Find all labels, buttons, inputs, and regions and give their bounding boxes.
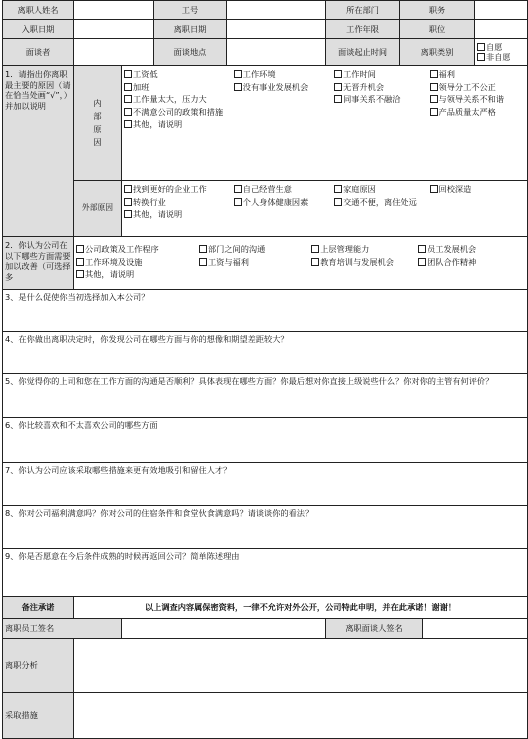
external-option[interactable]: 找到更好的企业工作	[124, 183, 234, 196]
internal-option[interactable]: 产品质量太严格	[430, 106, 525, 119]
checkbox-icon	[76, 270, 84, 278]
checkbox-icon	[430, 185, 438, 193]
checkbox-icon	[311, 245, 319, 253]
checkbox-icon	[124, 70, 132, 78]
join-date-label: 入职日期	[3, 20, 74, 39]
external-option[interactable]: 家庭原因	[334, 183, 429, 196]
name-field[interactable]	[74, 1, 154, 20]
leave-date-field[interactable]	[227, 20, 326, 39]
checkbox-icon	[311, 258, 319, 266]
tenure-label: 工作年限	[326, 20, 400, 39]
external-reason-label: 外部原因	[74, 181, 122, 237]
checkbox-icon	[477, 53, 485, 61]
checkbox-icon	[430, 83, 438, 91]
checkbox-icon	[124, 83, 132, 91]
analysis-label: 离职分析	[3, 639, 74, 693]
improve-option[interactable]: 其他，请说明	[76, 268, 525, 281]
checkbox-icon	[124, 120, 132, 128]
checkbox-icon	[124, 108, 132, 116]
question-3[interactable]: 3、是什么促使你当初选择加入本公司？	[3, 290, 528, 332]
position-field[interactable]	[475, 20, 528, 39]
checkbox-icon	[334, 198, 342, 206]
checkbox-icon	[124, 185, 132, 193]
improve-option[interactable]: 公司政策及工作程序	[76, 243, 199, 256]
name-label: 离职人姓名	[3, 1, 74, 20]
employee-signature-field[interactable]	[122, 619, 326, 639]
leave-type-voluntary[interactable]: 自愿	[477, 42, 525, 53]
checkbox-icon	[234, 70, 242, 78]
checkbox-icon	[430, 70, 438, 78]
checkbox-icon	[430, 108, 438, 116]
checkbox-icon	[334, 83, 342, 91]
internal-option[interactable]: 同事关系不融洽	[334, 93, 429, 106]
external-option[interactable]: 回校深造	[430, 183, 525, 196]
question-9[interactable]: 9、你是否愿意在今后条件成熟的时候再返回公司？简单陈述理由	[3, 549, 528, 597]
join-date-field[interactable]	[74, 20, 154, 39]
internal-option[interactable]: 工作时间	[334, 68, 429, 81]
external-reason-options	[122, 181, 528, 237]
internal-option[interactable]: 没有事业发展机会	[234, 81, 334, 94]
position-label: 职位	[400, 20, 475, 39]
checkbox-icon	[477, 43, 485, 51]
external-option[interactable]: 其他，请说明	[124, 208, 525, 221]
improve-option[interactable]: 团队合作精神	[418, 256, 525, 269]
q2-label: 2．你认为公司在以下哪些方面需要加以改善（可选择多	[3, 237, 74, 290]
question-5[interactable]: 5、你觉得你的上司和您在工作方面的沟通是否顺利？具体表现在哪些方面？你最后想对你直接上级说些什么？你对你的主管有何评价？	[3, 374, 528, 418]
external-option[interactable]: 个人身体健康因素	[234, 196, 334, 209]
checkbox-icon	[418, 245, 426, 253]
place-field[interactable]	[227, 39, 326, 66]
internal-reason-label: 内部原因	[74, 66, 122, 181]
interviewer-label: 面谈者	[3, 39, 74, 66]
measures-label: 采取措施	[3, 693, 74, 739]
leave-date-label: 离职日期	[154, 20, 227, 39]
internal-option[interactable]: 不满意公司的政策和措施	[124, 106, 430, 119]
form-table	[2, 0, 528, 739]
external-option[interactable]: 自己经营生意	[234, 183, 334, 196]
note-text: 以上调查内容属保密资料，一律不允许对外公开，公司特此申明，并在此承诺！谢谢！	[74, 597, 528, 619]
external-option[interactable]: 交通不便，离住处远	[334, 196, 525, 209]
internal-option[interactable]: 工作量太大，压力大	[124, 93, 334, 106]
interviewer-signature-field[interactable]	[423, 619, 528, 639]
internal-option[interactable]: 工作环境	[234, 68, 334, 81]
checkbox-icon	[199, 258, 207, 266]
question-6[interactable]: 6、你比较喜欢和不太喜欢公司的哪些方面	[3, 418, 528, 463]
checkbox-icon	[76, 258, 84, 266]
measures-field[interactable]	[74, 693, 528, 739]
id-label: 工号	[154, 1, 227, 20]
analysis-field[interactable]	[74, 639, 528, 693]
internal-option[interactable]: 与领导关系不和谐	[430, 93, 525, 106]
interviewer-field[interactable]	[74, 39, 154, 66]
leave-type-involuntary[interactable]: 非自愿	[477, 52, 525, 63]
checkbox-icon	[334, 185, 342, 193]
checkbox-icon	[418, 258, 426, 266]
checkbox-icon	[124, 95, 132, 103]
checkbox-icon	[124, 198, 132, 206]
leave-type-label: 离职类别	[400, 39, 475, 66]
internal-option[interactable]: 工资低	[124, 68, 234, 81]
internal-option[interactable]: 无晋升机会	[334, 81, 429, 94]
title-field[interactable]	[475, 1, 528, 20]
id-field[interactable]	[227, 1, 326, 20]
checkbox-icon	[234, 83, 242, 91]
checkbox-icon	[334, 70, 342, 78]
internal-option[interactable]: 加班	[124, 81, 234, 94]
checkbox-icon	[234, 198, 242, 206]
external-option[interactable]: 转换行业	[124, 196, 234, 209]
checkbox-icon	[334, 95, 342, 103]
checkbox-icon	[124, 210, 132, 218]
checkbox-icon	[199, 245, 207, 253]
time-label: 面谈起止时间	[326, 39, 400, 66]
place-label: 面谈地点	[154, 39, 227, 66]
title-label: 职务	[400, 1, 475, 20]
question-7[interactable]: 7、你认为公司应该采取哪些措施来更有效地吸引和留住人才？	[3, 463, 528, 506]
internal-option[interactable]: 领导分工不公正	[430, 81, 525, 94]
improve-option[interactable]: 员工发展机会	[418, 243, 525, 256]
improve-option[interactable]: 上层管理能力	[311, 243, 418, 256]
improve-option[interactable]: 部门之间的沟通	[199, 243, 311, 256]
checkbox-icon	[234, 185, 242, 193]
improve-option[interactable]: 教育培训与发展机会	[311, 256, 418, 269]
question-4[interactable]: 4、在你做出离职决定时，你发现公司在哪些方面与你的想像和期望差距较大？	[3, 332, 528, 374]
note-label: 备注承诺	[3, 597, 74, 619]
q1-label: 1．请指出你离职最主要的原因（请在恰当处画“√”，）并加以说明	[3, 66, 74, 237]
checkbox-icon	[76, 245, 84, 253]
q2-options	[74, 237, 528, 290]
leave-type-options	[475, 39, 528, 66]
improve-option[interactable]: 工资与福利	[199, 256, 311, 269]
question-8[interactable]: 8、你对公司福利满意吗？你对公司的住宿条件和食堂伙食满意吗？请谈谈你的看法？	[3, 506, 528, 549]
internal-reason-options	[122, 66, 528, 181]
interviewer-signature-label: 离职面谈人签名	[326, 619, 423, 639]
checkbox-icon	[430, 95, 438, 103]
employee-signature-label: 离职员工签名	[3, 619, 122, 639]
internal-option[interactable]: 福利	[430, 68, 525, 81]
improve-option[interactable]: 工作环境及设施	[76, 256, 199, 269]
dept-label: 所在部门	[326, 1, 400, 20]
internal-option[interactable]: 其他，请说明	[124, 118, 525, 131]
